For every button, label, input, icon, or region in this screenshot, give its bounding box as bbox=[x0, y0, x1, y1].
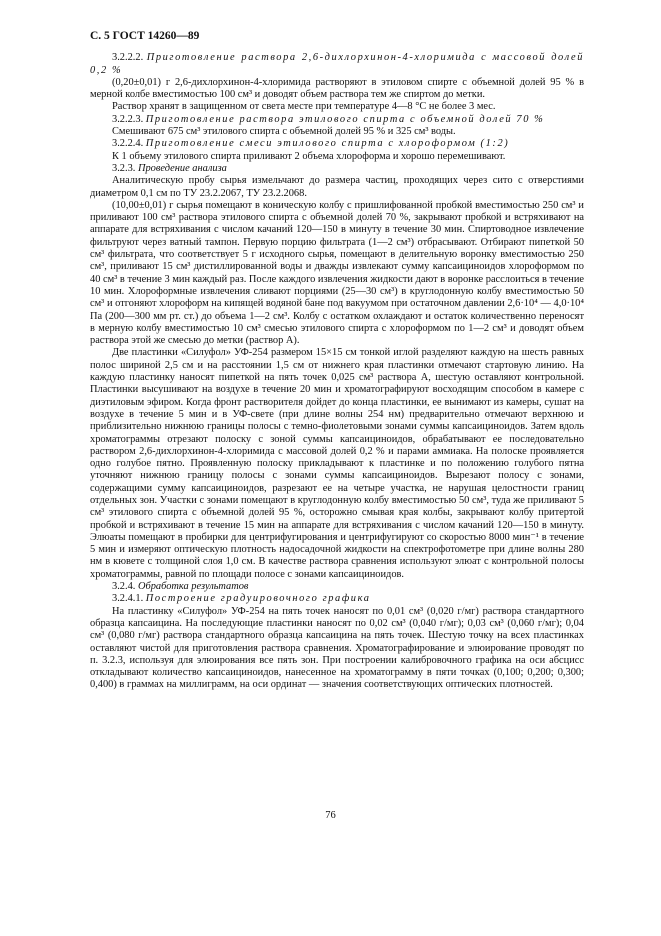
title: Обработка результатов bbox=[137, 581, 249, 593]
page-header: С. 5 ГОСТ 14260—89 bbox=[90, 30, 200, 42]
num: 3.2.4. bbox=[112, 581, 138, 593]
title: Построение градуировочного графика bbox=[145, 593, 371, 605]
paragraph: К 1 объему этилового спирта приливают 2 объема хлороформа и хорошо перемешивают. bbox=[112, 150, 506, 162]
document-page bbox=[90, 30, 584, 692]
page-number: 76 bbox=[325, 810, 336, 821]
paragraph: Аналитическую пробу сырья измельчают до размера частиц, проходящих через сито с отверстиями диаметром 0,1 см по ТУ 23.2.2067, ТУ 23.2.2068. bbox=[90, 175, 584, 199]
paragraph: (10,00±0,01) г сырья помещают в коническую колбу с пришлифованной пробкой вместимостью 250 см³ и приливают 100 см³ раствора этилового спирта с объемной долей 70 %, закрывают пробкой и встряхивают на аппарате для встряхивания с числом качаний 120—150 в минуту в течение 30 мин. Спиртоводное извлечение фильтруют через ватный тампон. Первую порцию фильтрата (1—2 см³) отбрасывают. Отбирают пипеткой 50 см³ фильтрата, что соответствует 5 г исходного сырья, помещают в делительную воронку вместимостью 250 см³, приливают 15 см³ дистиллированной воды и дважды извлекают сумму капсаициноидов хлороформом по 40 см³ в течение 3 мин каждый раз. После каждого извлечения жидкости дают в воронке расслоиться в течение 10 мин. Хлороформные извлечения сливают порциями (25—30 см³) в круглодонную колбу вместимостью 50 см³ и отгоняют хлороформ на кипящей водяной бане под вакуумом при остаточном давлении 2,6·10⁴ — 4,0·10⁴ Па (200—300 мм рт. ст.) до объема 1—2 см³. Колбу с остатком охлаждают и остаток количественно переносят в мерную колбу вместимостью 10 см³ смесью этилового спирта с хлороформом по 1—2 см³ и доводят объем раствора этой же смесью до метки (раствор А). bbox=[90, 199, 584, 347]
num: 3.2.2.2. bbox=[112, 52, 147, 64]
title: Приготовление раствора этилового спирта с объемной долей 70 % bbox=[145, 113, 545, 125]
paragraph: Две пластинки «Силуфол» УФ-254 размером 15×15 см тонкой иглой разделяют каждую на шесть равных полос шириной 2,5 см и на расстоянии 1,5 см от нижнего края пластинки отмечают стартовую линию. На каждую пластинку наносят пипеткой на пять точек 0,025 см³ раствора А, шестую оставляют контрольной. Пластинки высушивают на воздухе в течение 20 мин и хроматографируют восходящим способом в камере с диэтиловым эфиром. Когда фронт растворителя дойдет до конца пластинки, ее вынимают из камеры, сушат на воздухе в течение 5 мин и в УФ-свете (при длине волны 254 нм) предварительно отмечают верхнюю и приблизительно нижнюю границы полосы с темно-фиолетовыми зонами суммы капсаициноидов. Затем вдоль хроматограммы отрезают полоску с зоной суммы капсаициноидов, обрабатывают ее последовательно раствором 2,6-дихлорхинон-4-хлоримида с массовой долей 0,2 % и парами аммиака. На полоске проявляется одно голубое пятно. Проявленную полоску прикладывают к пластинке и по положению голубого пятна уточняют нижнюю границу полосы с зонами суммы капсаициноидов. Вырезают полосу с зонами, содержащими сумму капсаициноидов, разрезают ее на четыре участка, не нарушая целостности границ отдельных зон. Участки с зонами помещают в круглодонную колбу вместимостью 50 см³, туда же приливают 5 см³ этилового спирта с объемной долей 95 %, осторожно смывая края колбы, закрывают колбу притертой пробкой и встряхивают в течение 15 мин на аппарате для встряхивания с числом качаний 120—150 в минуту. Элюаты помещают в пробирки для центрифугирования и центрифугируют со скоростью 8000 мин⁻¹ в течение 5 мин и измеряют оптическую плотность надосадочной жидкости на спектрофотометре при длине волны 280 нм в кювете с толщиной слоя 1,0 см. В качестве раствора сравнения используют элюат с контрольной полосы хроматограммы, равной по площади полосе с зонами капсаициноидов. bbox=[90, 347, 584, 580]
paragraph: Смешивают 675 см³ этилового спирта с объемной долей 95 % и 325 см³ воды. bbox=[112, 126, 456, 138]
heading-3-2-2-4 bbox=[90, 138, 584, 150]
heading-3-2-2-2 bbox=[90, 52, 584, 77]
heading-3-2-3 bbox=[90, 163, 584, 175]
title: Приготовление смеси этилового спирта с хлороформом (1:2) bbox=[145, 138, 510, 150]
heading-3-2-4 bbox=[90, 581, 584, 593]
heading-3-2-4-1 bbox=[90, 593, 584, 605]
heading-3-2-2-3 bbox=[90, 114, 584, 126]
title: Приготовление раствора 2,6-дихлорхинон-4-хлоримида с массовой долей 0,2 % bbox=[90, 52, 584, 76]
title: Проведение анализа bbox=[137, 162, 227, 174]
paragraph: На пластинку «Силуфол» УФ-254 на пять точек наносят по 0,01 см³ (0,020 г/мг) раствора стандартного образца капсаицина. На последующие пластинки наносят по 0,02 см³ (0,040 г/мг); 0,03 см³ (0,060 г/мг); 0,04 см³ (0,080 г/мг) раствора стандартного образца капсаицина на пять точек. Шестую точку на всех пластинках оставляют чистой для приготовления раствора сравнения. Хроматографирование и элюирование проводят по п. 3.2.3, используя для элюирования все пять зон. При построении калибровочного графика на оси абсцисс откладывают количество капсаициноидов, нанесенное на хроматограмму в пяти точках (0,100; 0,200; 0,300; 0,400) в граммах на миллиграмм, на оси ординат — значения соответствующих оптических плотностей. bbox=[90, 605, 584, 691]
paragraph: Раствор хранят в защищенном от света месте при температуре 4—8 °С не более 3 мес. bbox=[112, 101, 496, 113]
num: 3.2.2.4. bbox=[112, 138, 146, 150]
num: 3.2.3. bbox=[112, 162, 138, 174]
num: 3.2.4.1. bbox=[112, 593, 146, 605]
paragraph: (0,20±0,01) г 2,6-дихлорхинон-4-хлоримида растворяют в этиловом спирте с объемной долей 95 % в мерной колбе вместимостью 100 см³ и доводят объем раствора тем же спиртом до метки. bbox=[90, 76, 584, 101]
num: 3.2.2.3. bbox=[112, 113, 146, 125]
